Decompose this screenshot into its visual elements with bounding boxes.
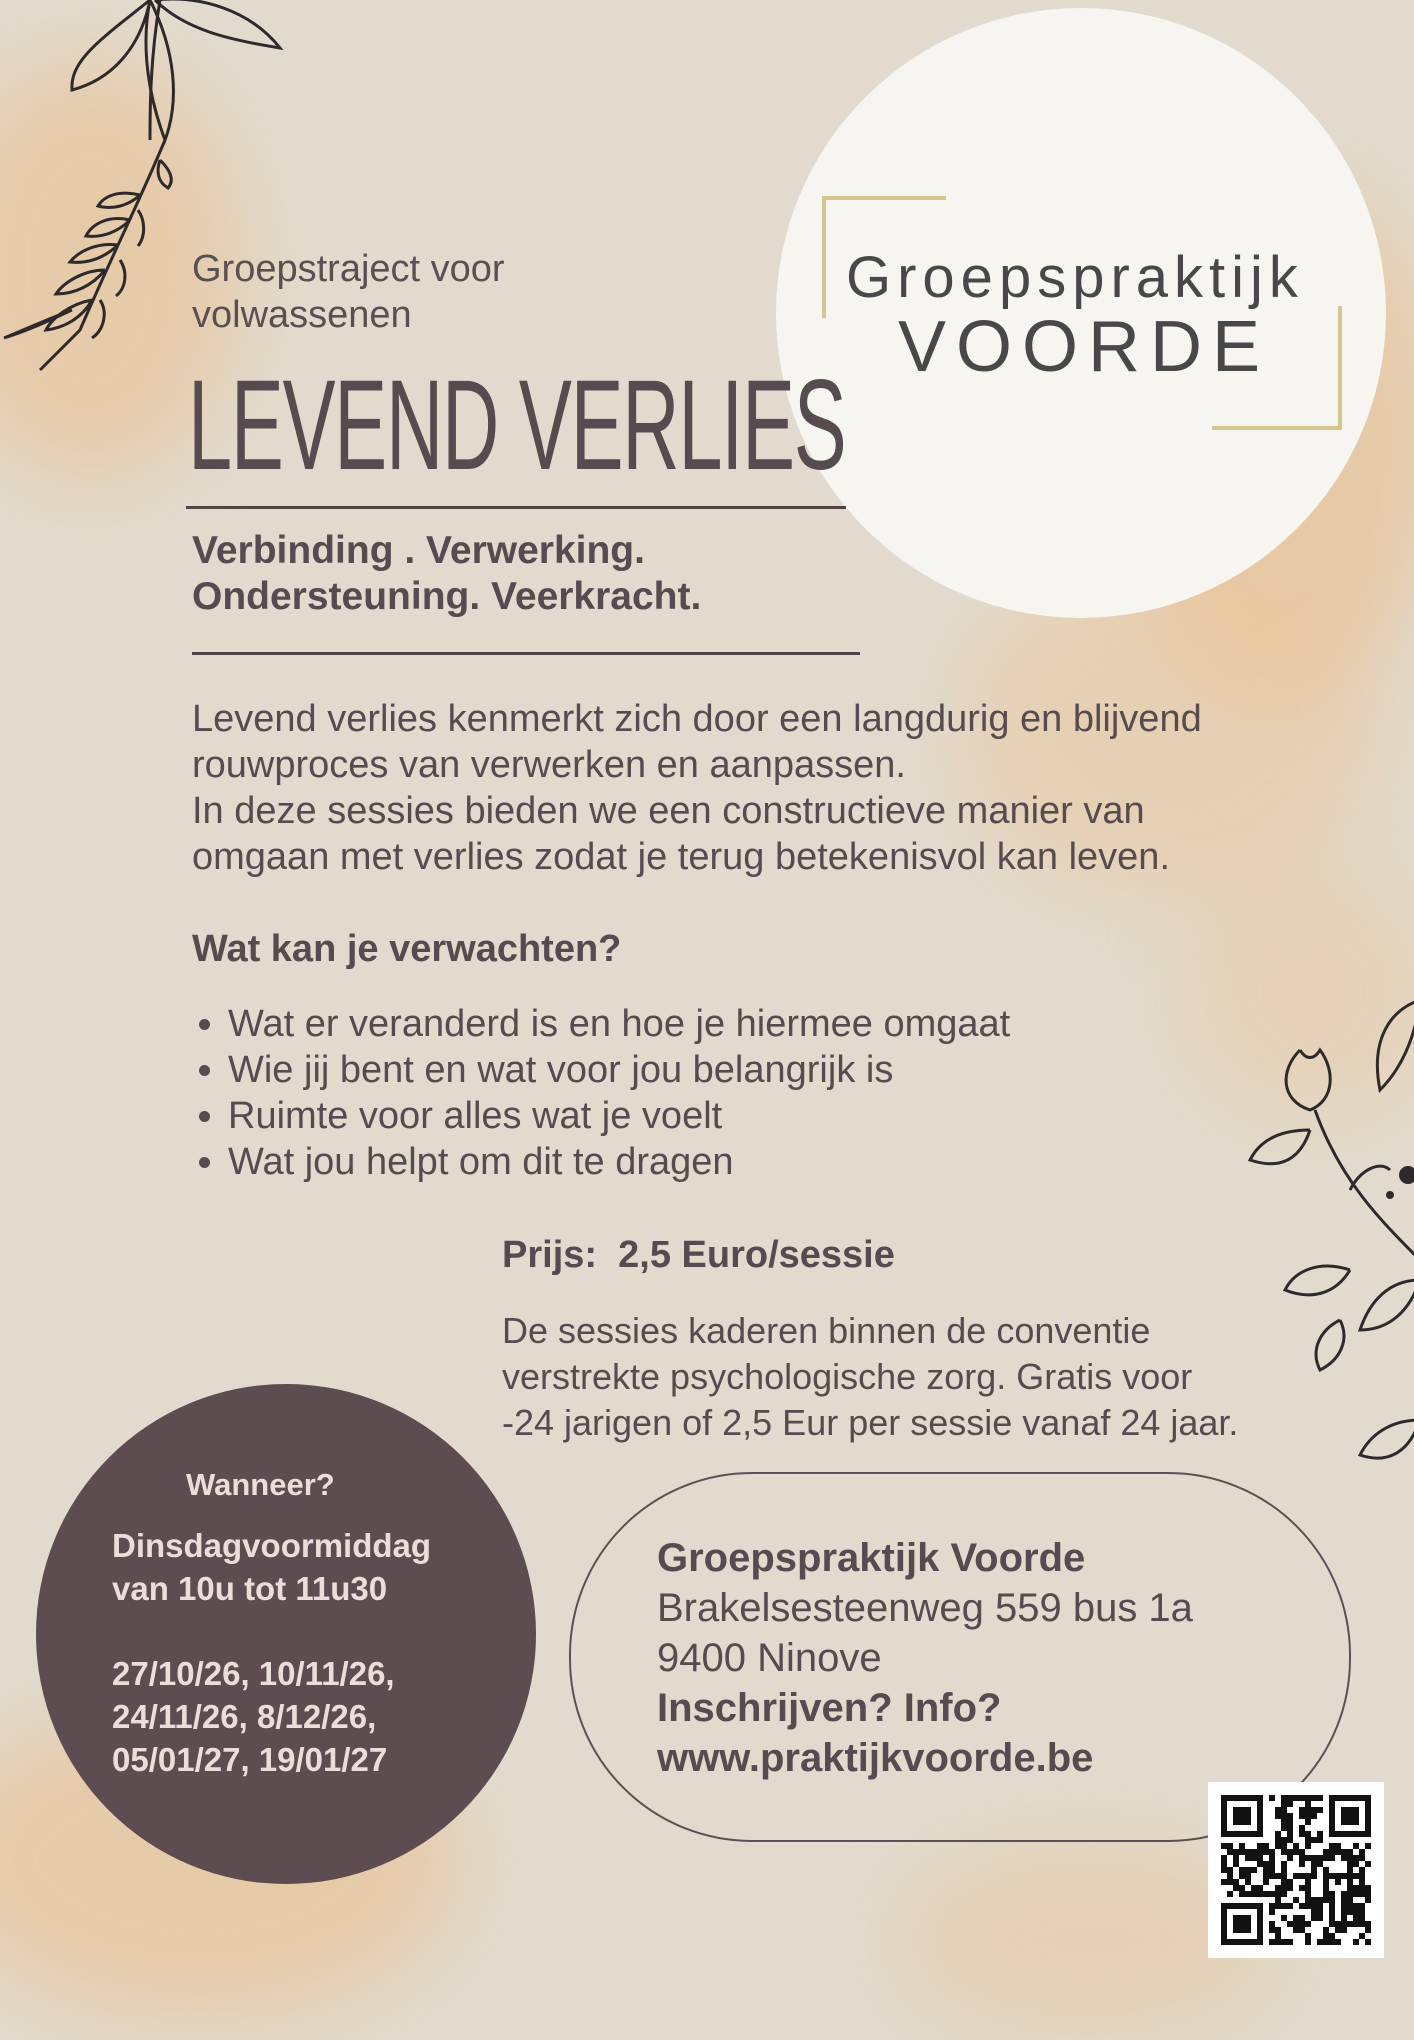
subtitle <box>192 246 505 338</box>
website-link[interactable]: www.praktijkvoorde.be <box>657 1736 1094 1780</box>
contact-cta: Inschrijven? Info? <box>657 1686 1002 1730</box>
schedule-dates <box>112 1652 395 1781</box>
price-note <box>502 1308 1238 1446</box>
schedule-circle <box>36 1384 536 1884</box>
intro-line: rouwproces van verwerken en aanpassen. <box>192 744 906 786</box>
qr-code-icon <box>1208 1782 1384 1958</box>
price-note-line: De sessies kaderen binnen de conventie <box>502 1310 1151 1351</box>
intro-paragraph <box>192 696 1392 880</box>
subtitle-line: volwassenen <box>192 294 412 336</box>
list-item: • Wie jij bent en wat voor jou belangrijk is <box>228 1047 1010 1093</box>
list-item: • Ruimte voor alles wat je voelt <box>228 1093 1010 1139</box>
schedule-line: van 10u tot 11u30 <box>112 1570 388 1607</box>
subtitle-line: Groepstraject voor <box>192 248 505 290</box>
tagline <box>192 528 701 620</box>
contact-address: Brakelsesteenweg 559 bus 1a <box>657 1586 1193 1630</box>
date-line: 27/10/26, 10/11/26, <box>112 1655 395 1692</box>
qr-code[interactable] <box>1208 1782 1384 1958</box>
schedule-heading: Wanneer? <box>186 1467 335 1502</box>
page-title: LEVEND VERLIES <box>188 354 846 497</box>
schedule-line: Dinsdagvoormiddag <box>112 1527 432 1564</box>
floral-illustration <box>1240 980 1414 1500</box>
contact-city: 9400 Ninove <box>657 1636 882 1680</box>
expect-list <box>190 1001 1010 1185</box>
intro-line: Levend verlies kenmerkt zich door een langdurig en blijvend <box>192 698 1202 740</box>
price-label: Prijs: 2,5 Euro/sessie <box>502 1234 895 1276</box>
divider <box>192 652 860 655</box>
tagline-line: Verbinding . Verwerking. <box>192 529 645 572</box>
logo-text-line2: VOORDE <box>898 307 1271 387</box>
divider <box>186 506 846 509</box>
intro-line: omgaan met verlies zodat je terug betekenisvol kan leven. <box>192 836 1170 878</box>
list-item: • Wat jou helpt om dit te dragen <box>228 1139 1010 1185</box>
intro-line: In deze sessies bieden we een constructieve manier van <box>192 790 1145 832</box>
date-line: 05/01/27, 19/01/27 <box>112 1741 388 1778</box>
logo-text-line1: Groepspraktijk <box>846 245 1304 310</box>
list-item: • Wat er veranderd is en hoe je hiermee omgaat <box>228 1001 1010 1047</box>
contact-name: Groepspraktijk Voorde <box>657 1536 1086 1580</box>
expect-heading: Wat kan je verwachten? <box>192 928 622 970</box>
tagline-line: Ondersteuning. Veerkracht. <box>192 575 702 618</box>
price-note-line: -24 jarigen of 2,5 Eur per sessie vanaf 24 jaar. <box>502 1402 1239 1443</box>
schedule-time <box>112 1524 431 1610</box>
price-note-line: verstrekte psychologische zorg. Gratis voor <box>502 1356 1193 1397</box>
date-line: 24/11/26, 8/12/26, <box>112 1698 377 1735</box>
